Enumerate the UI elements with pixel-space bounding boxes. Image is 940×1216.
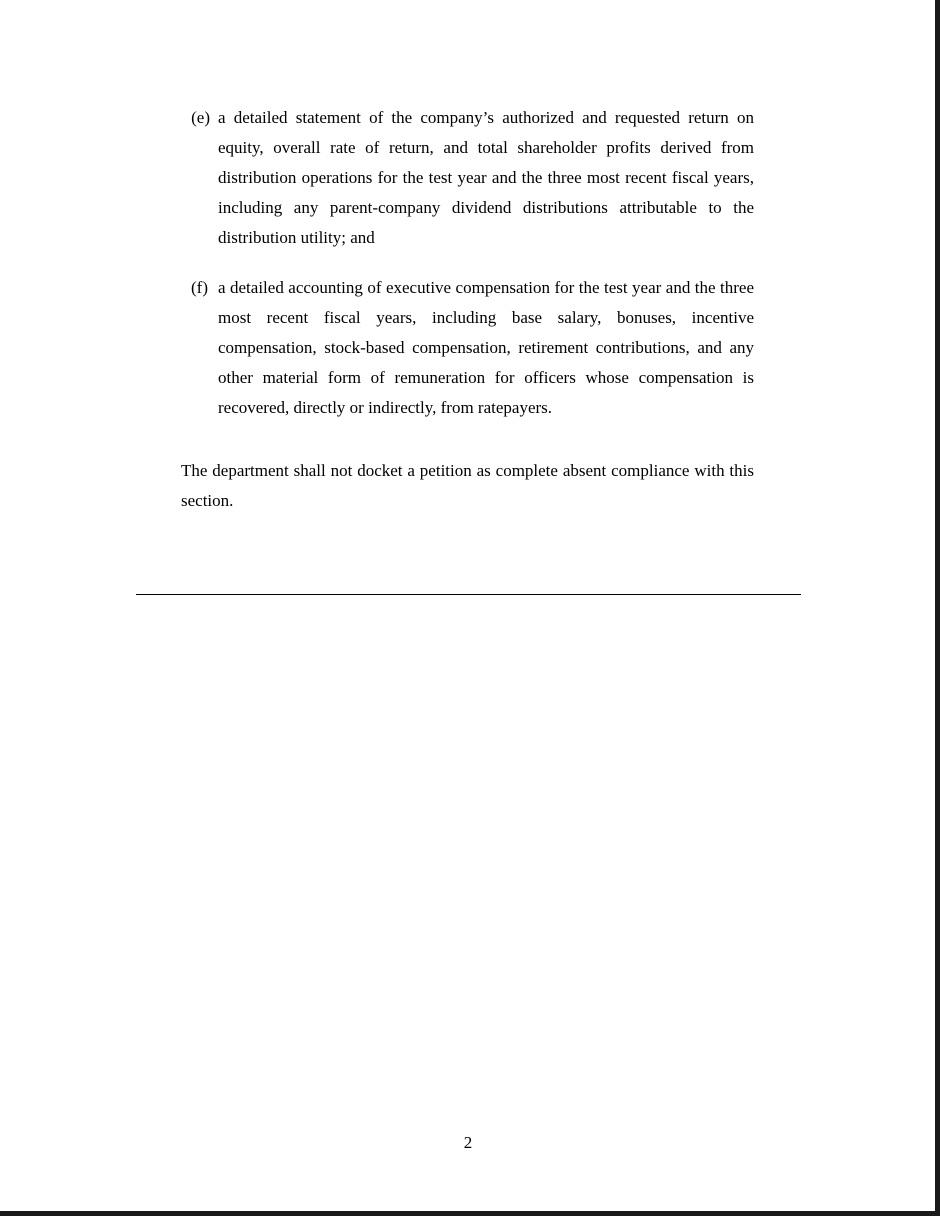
list-item-text: a detailed accounting of executive compensation for the test year and the three most recent fiscal years, including base salary, bonuses, incentive compensation, stock-based compensation, retirement contributions, and any other material form of remuneration for officers whose compensation is recovered, directly or indirectly, from ratepayers. [218, 278, 754, 417]
page-number: 2 [463, 1133, 473, 1152]
list-item-e [181, 103, 754, 253]
page-edge-shadow-right [935, 0, 940, 1216]
list-item-label: (f) [191, 278, 208, 297]
closing-paragraph: The department shall not docket a petition as complete absent compliance with this section. [181, 461, 754, 510]
footnote-divider [136, 594, 801, 595]
list-item-text: a detailed statement of the company’s authorized and requested return on equity, overall rate of return, and total shareholder profits derived from distribution operations for the test year and the three most recent fiscal years, including any parent-company dividend distributions attributable to the distribution utility; and [218, 108, 754, 247]
page-edge-shadow-bottom [0, 1211, 940, 1216]
list-item-label: (e) [191, 108, 210, 127]
list-item-f [181, 273, 754, 423]
